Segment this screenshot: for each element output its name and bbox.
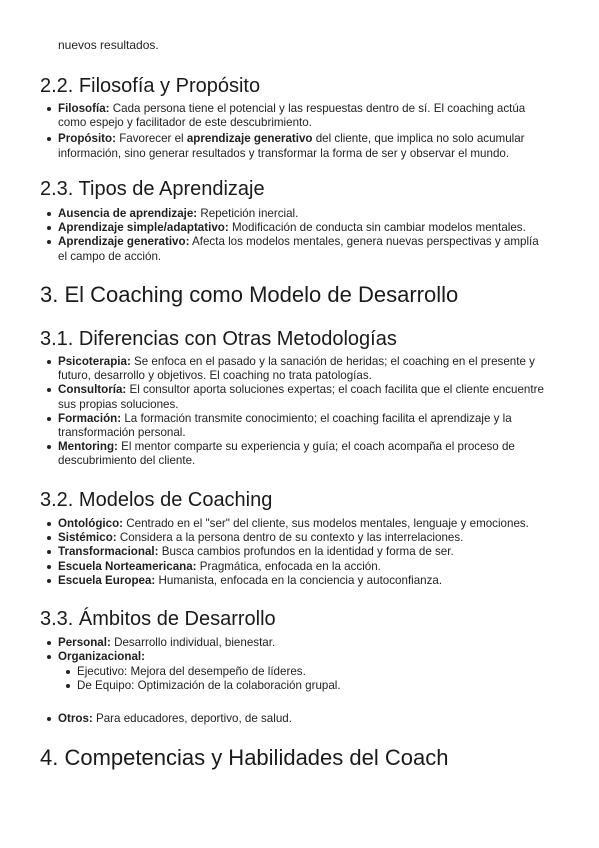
list-item [0, 235, 550, 263]
list-item [0, 102, 550, 130]
item-term: Otros: [58, 712, 93, 725]
item-term: Propósito: [58, 132, 116, 146]
item-term: Escuela Norteamericana: [58, 559, 197, 573]
list-filosofia [0, 102, 599, 161]
item-text: Repetición inercial. [197, 207, 299, 220]
item-term: Escuela Europea: [58, 573, 156, 587]
item-text: Pragmática, enfocada en la acción. [196, 559, 381, 573]
list-item [0, 636, 550, 650]
list-otros [0, 712, 599, 726]
list-item [0, 712, 550, 726]
heading-3-1: 3.1. Diferencias con Otras Metodologías [40, 328, 397, 350]
heading-4: 4. Competencias y Habilidades del Coach [40, 745, 449, 770]
sublist-item: De Equipo: Optimización de la colaboración grupal. [0, 679, 547, 693]
item-term: Mentoring: [58, 440, 118, 454]
item-text: Para educadores, deportivo, de salud. [92, 712, 292, 725]
item-term: Sistémico: [58, 531, 117, 545]
list-item [0, 412, 550, 440]
item-text: Humanista, enfocada en la conciencia y autoconfianza. [155, 573, 443, 587]
list-item [0, 221, 550, 235]
item-text: El consultor aporta soluciones expertas; el coach facilita que el cliente encuentre sus propias soluciones. [58, 383, 544, 411]
sublist-item: Ejecutivo: Mejora del desempeño de líderes. [0, 665, 547, 679]
item-term: Aprendizaje simple/adaptativo: [58, 221, 229, 235]
list-item [0, 132, 550, 160]
heading-2-3: 2.3. Tipos de Aprendizaje [40, 178, 265, 200]
item-text: Favorecer el [115, 132, 187, 146]
item-emphasis: aprendizaje generativo [186, 132, 313, 146]
heading-3-3: 3.3. Ámbitos de Desarrollo [40, 608, 276, 630]
item-term: Organizacional: [58, 650, 145, 664]
item-term: Aprendizaje generativo: [58, 235, 190, 249]
item-text: Cada persona tiene el potencial y las respuestas dentro de sí. El coaching actúa como espejo y facilitador de este descubrimiento. [58, 102, 526, 130]
item-text: El mentor comparte su experiencia y guía; el coach acompaña el proceso de descubrimiento del cliente. [58, 440, 515, 468]
list-modelos [0, 517, 599, 588]
item-text: Centrado en el "ser" del cliente, sus modelos mentales, lenguaje y emociones. [123, 517, 529, 530]
item-term: Psicoterapia: [58, 355, 131, 368]
item-term: Filosofía: [58, 102, 110, 115]
item-text: Desarrollo individual, bienestar. [110, 636, 276, 649]
item-term: Ausencia de aprendizaje: [58, 207, 198, 220]
list-item [0, 383, 550, 411]
item-term: Consultoría: [58, 383, 127, 397]
list-diferencias [0, 355, 599, 469]
item-text: Busca cambios profundos en la identidad y forma de ser. [158, 545, 454, 559]
item-text: Considera a la persona dentro de su contexto y las interrelaciones. [116, 531, 464, 545]
continuation-text: nuevos resultados. [58, 38, 159, 52]
heading-2-2: 2.2. Filosofía y Propósito [40, 75, 261, 97]
list-ambitos [0, 636, 599, 664]
item-term: Formación: [58, 411, 122, 425]
item-text: Se enfoca en el pasado y la sanación de heridas; el coaching en el presente y futuro, desarrollo y objetivos. El coaching no trata patologías. [58, 355, 535, 383]
list-item [0, 355, 550, 383]
list-tipos-aprendizaje [0, 207, 599, 264]
item-term: Personal: [58, 636, 111, 649]
list-item [0, 545, 550, 559]
list-item [0, 650, 550, 664]
list-item [0, 574, 550, 588]
list-item [0, 207, 550, 221]
list-item [0, 440, 550, 468]
heading-3-2: 3.2. Modelos de Coaching [40, 489, 273, 511]
heading-3: 3. El Coaching como Modelo de Desarrollo [40, 282, 459, 307]
sublist-organizacional [0, 665, 599, 693]
list-item [0, 517, 550, 531]
item-text: Afecta los modelos mentales, genera nuevas perspectivas y amplía el campo de acción. [58, 235, 539, 263]
item-text: Modificación de conducta sin cambiar modelos mentales. [228, 221, 526, 235]
list-item [0, 531, 550, 545]
list-item [0, 560, 550, 574]
item-text: La formación transmite conocimiento; el coaching facilita el aprendizaje y la transformación personal. [58, 411, 512, 440]
item-text: del cliente, que implica no solo acumular información, sino generar resultados y transformar la forma de ser y observar el mundo. [58, 132, 525, 160]
item-term: Transformacional: [58, 545, 159, 559]
item-term: Ontológico: [58, 517, 124, 530]
